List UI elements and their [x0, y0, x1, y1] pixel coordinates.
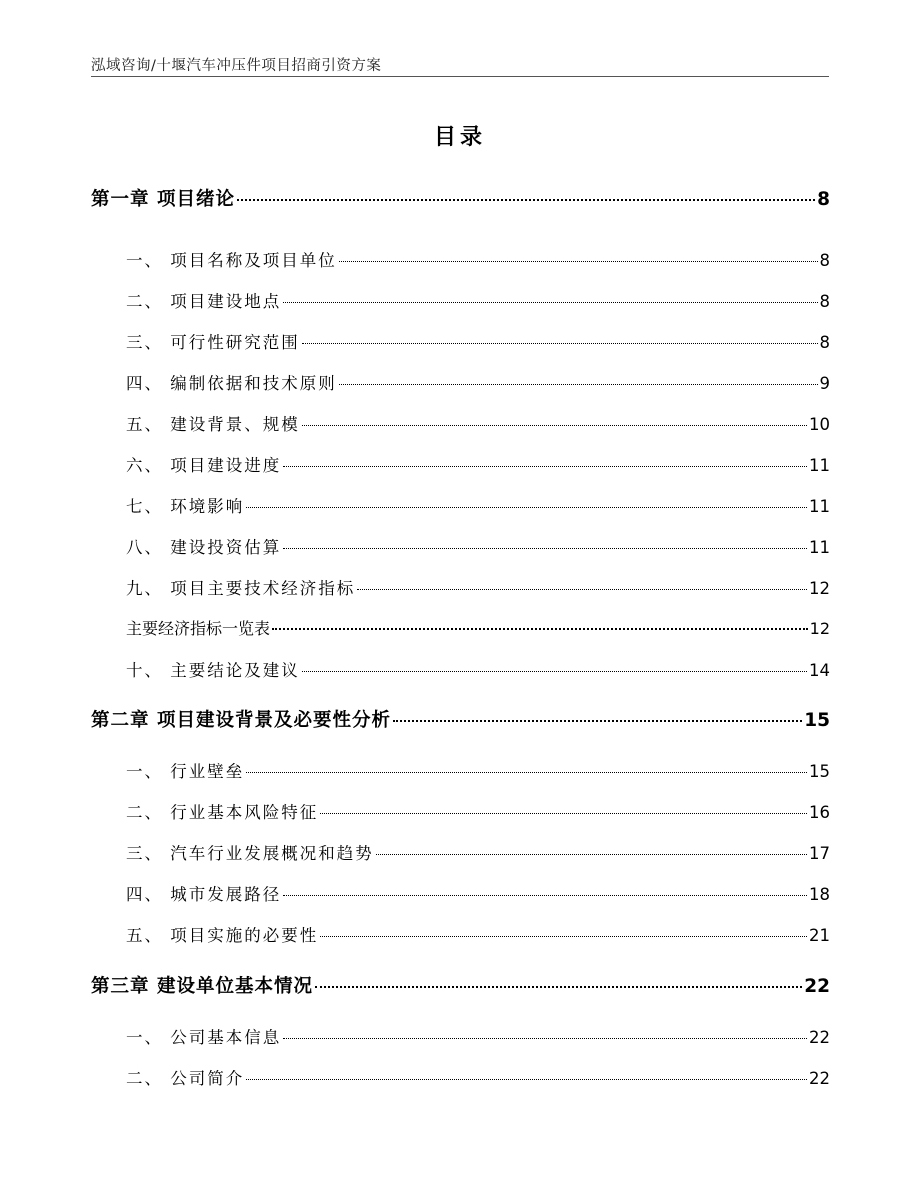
dot-leader — [357, 589, 807, 590]
toc-section-entry[interactable] — [91, 1024, 830, 1048]
toc-entry-page-number: 8 — [819, 292, 830, 311]
toc-entry-label: 二、 项目建设地点 — [126, 292, 282, 311]
dot-leader — [339, 384, 818, 385]
toc-entry-label: 六、 项目建设进度 — [126, 456, 282, 475]
toc-entry-page-number: 11 — [809, 538, 830, 557]
toc-section-entry[interactable] — [91, 922, 830, 946]
toc-section-entry[interactable] — [91, 799, 830, 823]
running-header: 泓域咨询/十堰汽车冲压件项目招商引资方案 — [91, 58, 382, 74]
toc-entry-page-number: 18 — [809, 885, 830, 904]
dot-leader — [376, 854, 807, 855]
dot-leader — [237, 199, 815, 201]
toc-entry-label: 主要经济指标一览表 — [126, 619, 271, 638]
header-rule — [91, 76, 829, 77]
toc-section-entry[interactable] — [91, 288, 830, 312]
toc-entry-page-number: 12 — [809, 619, 830, 638]
toc-section-entry[interactable] — [91, 758, 830, 782]
toc-entry-page-number: 11 — [809, 456, 830, 475]
dot-leader — [320, 813, 807, 814]
dot-leader — [246, 1079, 807, 1080]
toc-section-entry[interactable] — [91, 657, 830, 681]
toc-chapter-entry[interactable] — [91, 972, 830, 998]
toc-section-entry[interactable] — [91, 493, 830, 517]
dot-leader — [320, 936, 807, 937]
toc-entry-page-number: 16 — [809, 803, 830, 822]
dot-leader — [302, 425, 807, 426]
dot-leader — [272, 628, 808, 630]
dot-leader — [315, 986, 802, 988]
toc-section-entry[interactable] — [91, 840, 830, 864]
toc-entry-label: 二、 公司简介 — [126, 1069, 245, 1088]
toc-section-entry[interactable] — [91, 616, 830, 639]
toc-entry-label: 五、 项目实施的必要性 — [126, 926, 319, 945]
toc-title: 目录 — [433, 125, 486, 150]
toc-entry-label: 一、 公司基本信息 — [126, 1028, 282, 1047]
toc-entry-label: 九、 项目主要技术经济指标 — [126, 579, 356, 598]
dot-leader — [393, 720, 802, 722]
toc-entry-label: 八、 建设投资估算 — [126, 538, 282, 557]
toc-entry-page-number: 14 — [809, 661, 830, 680]
dot-leader — [246, 772, 807, 773]
toc-entry-page-number: 12 — [809, 579, 830, 598]
toc-section-entry[interactable] — [91, 534, 830, 558]
toc-section-entry[interactable] — [91, 329, 830, 353]
toc-entry-page-number: 8 — [819, 333, 830, 352]
dot-leader — [302, 671, 807, 672]
toc-entry-label: 三、 汽车行业发展概况和趋势 — [126, 844, 374, 863]
dot-leader — [302, 343, 818, 344]
toc-entry-page-number: 17 — [809, 844, 830, 863]
toc-chapter-entry[interactable] — [91, 706, 830, 732]
toc-section-entry[interactable] — [91, 370, 830, 394]
toc-section-entry[interactable] — [91, 881, 830, 905]
toc-entry-page-number: 22 — [809, 1069, 830, 1088]
dot-leader — [283, 1038, 807, 1039]
toc-entry-label: 四、 编制依据和技术原则 — [126, 374, 337, 393]
dot-leader — [246, 507, 807, 508]
dot-leader — [283, 548, 807, 549]
toc-section-entry[interactable] — [91, 575, 830, 599]
toc-entry-label: 三、 可行性研究范围 — [126, 333, 300, 352]
toc-entry-page-number: 9 — [819, 374, 830, 393]
toc-entry-label: 一、 项目名称及项目单位 — [126, 251, 337, 270]
toc-section-entry[interactable] — [91, 452, 830, 476]
toc-entry-label: 五、 建设背景、规模 — [126, 415, 300, 434]
dot-leader — [283, 466, 807, 467]
toc-entry-label: 一、 行业壁垒 — [126, 762, 245, 781]
toc-entry-page-number: 11 — [809, 497, 830, 516]
toc-entry-page-number: 15 — [809, 762, 830, 781]
dot-leader — [283, 895, 807, 896]
toc-entry-page-number: 21 — [809, 926, 830, 945]
toc-entry-page-number: 10 — [809, 415, 830, 434]
toc-entry-page-number: 22 — [804, 976, 830, 997]
toc-entry-page-number: 15 — [804, 710, 830, 731]
toc-chapter-entry[interactable] — [91, 185, 830, 211]
dot-leader — [283, 302, 817, 303]
toc-entry-page-number: 22 — [809, 1028, 830, 1047]
toc-section-entry[interactable] — [91, 1065, 830, 1089]
toc-section-entry[interactable] — [91, 247, 830, 271]
toc-section-entry[interactable] — [91, 411, 830, 435]
toc-entry-label: 二、 行业基本风险特征 — [126, 803, 319, 822]
toc-entry-page-number: 8 — [819, 251, 830, 270]
toc-entry-label: 第三章 建设单位基本情况 — [91, 976, 313, 997]
toc-entry-label: 四、 城市发展路径 — [126, 885, 282, 904]
toc-entry-label: 七、 环境影响 — [126, 497, 245, 516]
toc-entry-label: 第二章 项目建设背景及必要性分析 — [91, 710, 391, 731]
dot-leader — [339, 261, 818, 262]
toc-entry-page-number: 8 — [817, 189, 830, 210]
toc-entry-label: 十、 主要结论及建议 — [126, 661, 300, 680]
toc-entry-label: 第一章 项目绪论 — [91, 189, 235, 210]
